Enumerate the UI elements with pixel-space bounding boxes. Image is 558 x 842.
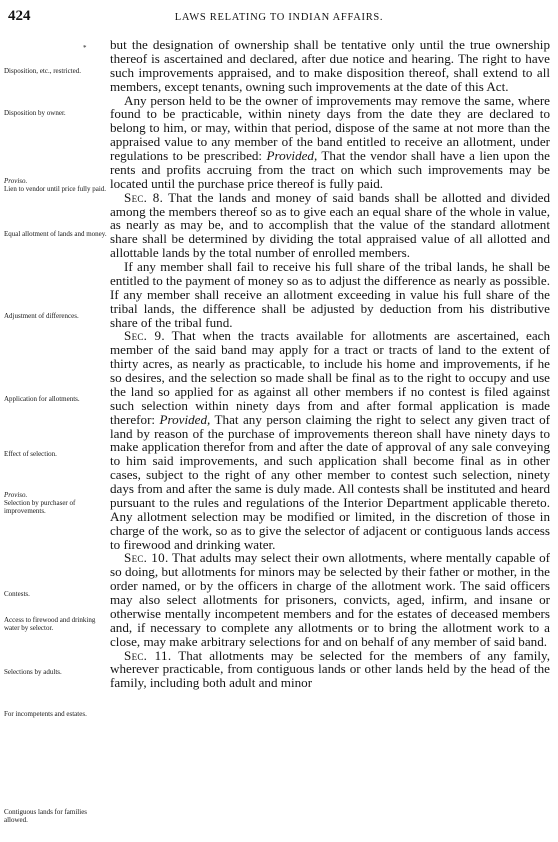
text-run: That adults may select their own allotments, where mentally capable of so doing, but allotments for minors may be selected by their father or mother, in the order named, or by the officers in charge of the allotment work. The said officers may also select allotments for prisoners, convicts, aged, infirm, and insane or otherwise mentally incompetent members and for the estates of deceased members and, if necessary to complete any allotments or to bring the allotment work to a close, may make arbitrary selections for and on behalf of any member of said band. [110,550,550,649]
proviso-word: Provided, [159,411,211,427]
page-header [0,6,558,28]
section-10 [110,551,550,648]
text-run: That any person claiming the right to select any given tract of land by reason of the purchase of improvements thereon shall have ninety days to make application therefor from and after the date of approval of any sale conveying to him said improvements, and such application shall become final as in other cases, subject to the right of any other member to contest such selection, ninety days from and after the same is duly made. All contests shall be instituted and heard pursuant to the rules and regulations of the Interior Department applicable thereto. Any allotment selection may be modified or limited, in the discretion of those in charge of the work, so as to give the selector of adjacent or contiguous lands access to firewood and drinking water. [110,411,550,552]
margin-star: * [83,44,87,52]
margin-note-selections-adults: Selections by adults. [4,668,62,676]
paragraph-disposition-owner [110,94,550,191]
text-run: That allotments may be selected for the members of any family, wherever practicable, from contiguous lands or other lands held by the head of the family, including both adult and minor [110,647,550,691]
margin-note-equal-allotment: Equal allotment of lands and money. [4,230,107,238]
section-8 [110,191,550,260]
running-title: LAWS RELATING TO INDIAN AFFAIRS. [174,12,384,23]
margin-note-proviso-1 [4,177,108,193]
margin-note-incompetents: For incompetents and estates. [4,710,87,718]
text-run: That when the tracts available for allotments are ascertained, each member of the said band may apply for a tract or tracts of land to the extent of thirty acres, as nearly as practicable, to include his home and improvements, if he so desires, and the selection so made shall be final as to the right to occupy and use the land so applied for as against all other members if no contest is filed against such selection within ninety days from and after formal application is made therefor: [110,328,550,427]
section-label: Sec. 10. [124,550,169,566]
margin-note-disposition: Disposition, etc., restricted. [4,67,81,75]
section-11 [110,649,550,691]
margin-note-disposition-owner: Disposition by owner. [4,109,66,117]
margin-note-effect: Effect of selection. [4,450,57,458]
margin-note-application: Application for allotments. [4,395,80,403]
margin-note-contiguous: Contiguous lands for families allowed. [4,808,88,824]
section-label: Sec. 11. [124,647,172,663]
proviso-tag: Proviso. [4,177,28,185]
body-text [110,38,550,690]
section-9 [110,329,550,551]
proviso-word: Provided, [266,148,318,163]
paragraph-continuation: but the designation of ownership shall be tentative only until the true ownership thereof is ascertained and declared, after due notice and hearing. The right to have such improvements appraised, and to make disposition thereof, shall extend to all members, except tenants, owning such improvements at the date of this Act. [110,37,550,94]
text-run: That the vendor shall have a lien upon the rents and profits accruing from the tract on which such improvements may be located until the purchase price thereof is fully paid. [110,148,550,191]
text-run: Any person held to be the owner of improvements may remove the same, where found to be practicable, within ninety days from the date they are declared to belong to him, or may, within that period, dispose of the same at not more than the appraised value to any member of the band entitled to receive an allotment, under regulations to be prescribed: [110,92,550,163]
page-number: 424 [8,8,31,24]
section-label: Sec. 8. [124,189,164,205]
margin-note-access-firewood: Access to firewood and drinking water by selector. [4,616,96,632]
margin-note-proviso-2 [4,491,108,515]
margin-note-selection-purchaser: Selection by purchaser of improvements. [4,499,76,515]
proviso-tag: Proviso. [4,491,28,499]
paragraph-adjustment: If any member shall fail to receive his full share of the tribal lands, he shall be entitled to the payment of money so as to adjust the difference as nearly as possible. If any member shall receive an allotment exceeding in value his full share of the tribal lands, the difference shall be adjusted by deduction from his distributive share of the tribal fund. [110,259,550,330]
section-label: Sec. 9. [124,328,165,344]
margin-note-contests: Contests. [4,590,30,598]
margin-note-lien: Lien to vendor until price fully paid. [4,185,107,193]
text-run: That the lands and money of said bands shall be allotted and divided among the members thereof so as to give each an equal share of the whole in value, as nearly as may be, and to accomplish that the value of the standard allotment share shall be determined by dividing the total appraised value of all allotted and allottable lands by the total number of enrolled members. [110,189,551,261]
margin-note-adjustment: Adjustment of differences. [4,312,79,320]
